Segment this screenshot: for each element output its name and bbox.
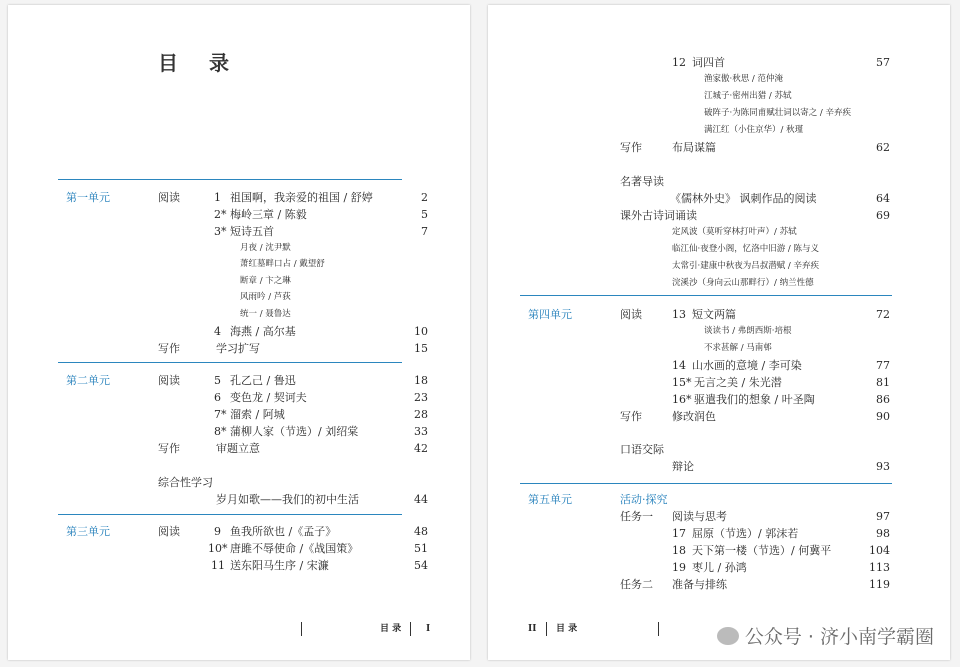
lesson-title[interactable]: 送东阳马生序 / 宋濂: [230, 559, 329, 572]
page-number: 42: [414, 442, 428, 455]
sub-entry: 太常引·建康中秋夜为吕叔潜赋 / 辛弃疾: [672, 261, 819, 271]
lesson-title[interactable]: 枣儿 / 孙鸿: [692, 561, 747, 574]
lesson-title[interactable]: 蒲柳人家（节选）/ 刘绍棠: [230, 425, 359, 438]
page-number: 5: [421, 208, 428, 221]
section-label: 阅读: [158, 525, 180, 538]
activity-label: 活动·探究: [620, 493, 668, 506]
page-number: 2: [421, 191, 428, 204]
lesson-number: 12: [672, 56, 686, 69]
lesson-number: 8*: [214, 425, 227, 438]
page-title: 目 录: [158, 51, 241, 75]
lesson-number: 2*: [214, 208, 227, 221]
lesson-title[interactable]: 驱遣我们的想象 / 叶圣陶: [694, 393, 815, 406]
page-number: 86: [876, 393, 890, 406]
footer-page-number: II: [528, 624, 537, 634]
sub-entry: 谈读书 / 弗朗西斯·培根: [704, 326, 792, 336]
lesson-number: 10*: [208, 542, 228, 555]
lesson-number: 17: [672, 527, 686, 540]
section-label: 阅读: [620, 308, 642, 321]
watermark-text: 公众号 · 济小南学霸圈: [744, 626, 934, 648]
unit-label: 第二单元: [66, 374, 110, 387]
lesson-title[interactable]: 阅读与思考: [672, 510, 727, 523]
page-number: 113: [869, 561, 890, 574]
lesson-title[interactable]: 唐雎不辱使命 /《战国策》: [230, 542, 359, 555]
footer-label: 目 录: [556, 624, 578, 634]
sub-entry: 定风波（莫听穿林打叶声）/ 苏轼: [672, 227, 797, 237]
lesson-number: 1: [214, 191, 221, 204]
lesson-title[interactable]: 短文两篇: [692, 308, 736, 321]
unit-divider: [58, 179, 402, 180]
page-number: 54: [414, 559, 428, 572]
sub-entry: 渔家傲·秋思 / 范仲淹: [704, 74, 783, 84]
page-number: 7: [421, 225, 428, 238]
watermark: [717, 622, 934, 649]
lesson-title[interactable]: 梅岭三章 / 陈毅: [230, 208, 307, 221]
footer-bar: [410, 622, 411, 636]
unit-divider: [520, 295, 892, 296]
lesson-title[interactable]: 修改润色: [672, 410, 716, 423]
wechat-icon: [717, 627, 739, 645]
sub-entry: 满江红（小住京华）/ 秋瑾: [704, 125, 804, 135]
section-label: 写作: [620, 141, 642, 154]
lesson-number: 3*: [214, 225, 227, 238]
lesson-number: 4: [214, 325, 221, 338]
lesson-title[interactable]: 屈原（节选）/ 郭沫若: [692, 527, 799, 540]
section-label: 任务二: [620, 578, 653, 591]
lesson-number: 15*: [672, 376, 692, 389]
section-label: 写作: [158, 442, 180, 455]
sub-entry: 浣溪沙（身向云山那畔行）/ 纳兰性德: [672, 278, 814, 288]
lesson-number: 13: [672, 308, 686, 321]
lesson-title[interactable]: 孔乙己 / 鲁迅: [230, 374, 296, 387]
page-number: 81: [876, 376, 890, 389]
lesson-number: 9: [214, 525, 221, 538]
section-label: 写作: [620, 410, 642, 423]
section-label: 课外古诗词诵读: [620, 209, 697, 222]
lesson-number: 6: [214, 391, 221, 404]
lesson-title[interactable]: 词四首: [692, 56, 725, 69]
footer-bar: [301, 622, 302, 636]
section-label: 综合性学习: [158, 476, 213, 489]
footer-bar: [546, 622, 547, 636]
page-number: 15: [414, 342, 428, 355]
lesson-title[interactable]: 天下第一楼（节选）/ 何冀平: [692, 544, 832, 557]
page-number: 119: [869, 578, 890, 591]
sub-entry: 风雨吟 / 芦荻: [240, 292, 291, 302]
lesson-number: 16*: [672, 393, 692, 406]
page-number: 93: [876, 460, 890, 473]
lesson-title[interactable]: 祖国啊，我亲爱的祖国 / 舒婷: [230, 191, 373, 204]
lesson-title[interactable]: 鱼我所欲也 /《孟子》: [230, 525, 337, 538]
section-label: 名著导读: [620, 175, 664, 188]
section-label: 写作: [158, 342, 180, 355]
sub-entry: 江城子·密州出猎 / 苏轼: [704, 91, 792, 101]
sub-entry: 不求甚解 / 马南邨: [704, 343, 772, 353]
lesson-number: 7*: [214, 408, 227, 421]
lesson-title[interactable]: 短诗五首: [230, 225, 274, 238]
lesson-title[interactable]: 无言之美 / 朱光潜: [694, 376, 782, 389]
lesson-number: 14: [672, 359, 686, 372]
lesson-title[interactable]: 变色龙 / 契诃夫: [230, 391, 307, 404]
lesson-title[interactable]: 山水画的意境 / 李可染: [692, 359, 802, 372]
unit-label: 第一单元: [66, 191, 110, 204]
page-number: 33: [414, 425, 428, 438]
lesson-title[interactable]: 溜索 / 阿城: [230, 408, 285, 421]
sub-entry: 萧红墓畔口占 / 戴望舒: [240, 259, 325, 269]
unit-divider: [520, 483, 892, 484]
page-number: 69: [876, 209, 890, 222]
section-label: 任务一: [620, 510, 653, 523]
footer-page-number: I: [426, 624, 431, 634]
lesson-title[interactable]: 《儒林外史》 讽刺作品的阅读: [670, 192, 817, 205]
sub-entry: 月夜 / 沈尹默: [240, 243, 291, 253]
lesson-number: 19: [672, 561, 686, 574]
footer-bar: [658, 622, 659, 636]
page-number: 77: [876, 359, 890, 372]
footer-label: 目 录: [380, 624, 402, 634]
page-number: 97: [876, 510, 890, 523]
unit-divider: [58, 362, 402, 363]
lesson-title[interactable]: 辩论: [672, 460, 694, 473]
page-number: 98: [876, 527, 890, 540]
page-number: 104: [869, 544, 890, 557]
section-label: 阅读: [158, 191, 180, 204]
page-number: 64: [876, 192, 890, 205]
sub-entry: 临江仙·夜登小阁，忆洛中旧游 / 陈与义: [672, 244, 819, 254]
page-number: 57: [876, 56, 890, 69]
sub-entry: 统一 / 聂鲁达: [240, 309, 291, 319]
lesson-title[interactable]: 海燕 / 高尔基: [230, 325, 296, 338]
lesson-title[interactable]: 岁月如歌——我们的初中生活: [216, 493, 359, 506]
unit-label: 第四单元: [528, 308, 572, 321]
lesson-title[interactable]: 审题立意: [216, 442, 260, 455]
page-number: 72: [876, 308, 890, 321]
page-number: 48: [414, 525, 428, 538]
left-page: [8, 5, 470, 660]
lesson-number: 5: [214, 374, 221, 387]
sub-entry: 破阵子·为陈同甫赋壮词以寄之 / 辛弃疾: [704, 108, 851, 118]
page-number: 51: [414, 542, 428, 555]
unit-label: 第三单元: [66, 525, 110, 538]
page-number: 44: [414, 493, 428, 506]
page-number: 18: [414, 374, 428, 387]
lesson-number: 11: [211, 559, 225, 572]
lesson-title[interactable]: 学习扩写: [216, 342, 260, 355]
section-label: 阅读: [158, 374, 180, 387]
page-number: 10: [414, 325, 428, 338]
page-number: 90: [876, 410, 890, 423]
page-number: 62: [876, 141, 890, 154]
section-label: 口语交际: [620, 443, 664, 456]
right-page: [488, 5, 950, 660]
unit-divider: [58, 514, 402, 515]
unit-label: 第五单元: [528, 493, 572, 506]
page-number: 28: [414, 408, 428, 421]
sub-entry: 断章 / 卞之琳: [240, 276, 291, 286]
lesson-title[interactable]: 布局谋篇: [672, 141, 716, 154]
lesson-title[interactable]: 准备与排练: [672, 578, 727, 591]
page-number: 23: [414, 391, 428, 404]
lesson-number: 18: [672, 544, 686, 557]
